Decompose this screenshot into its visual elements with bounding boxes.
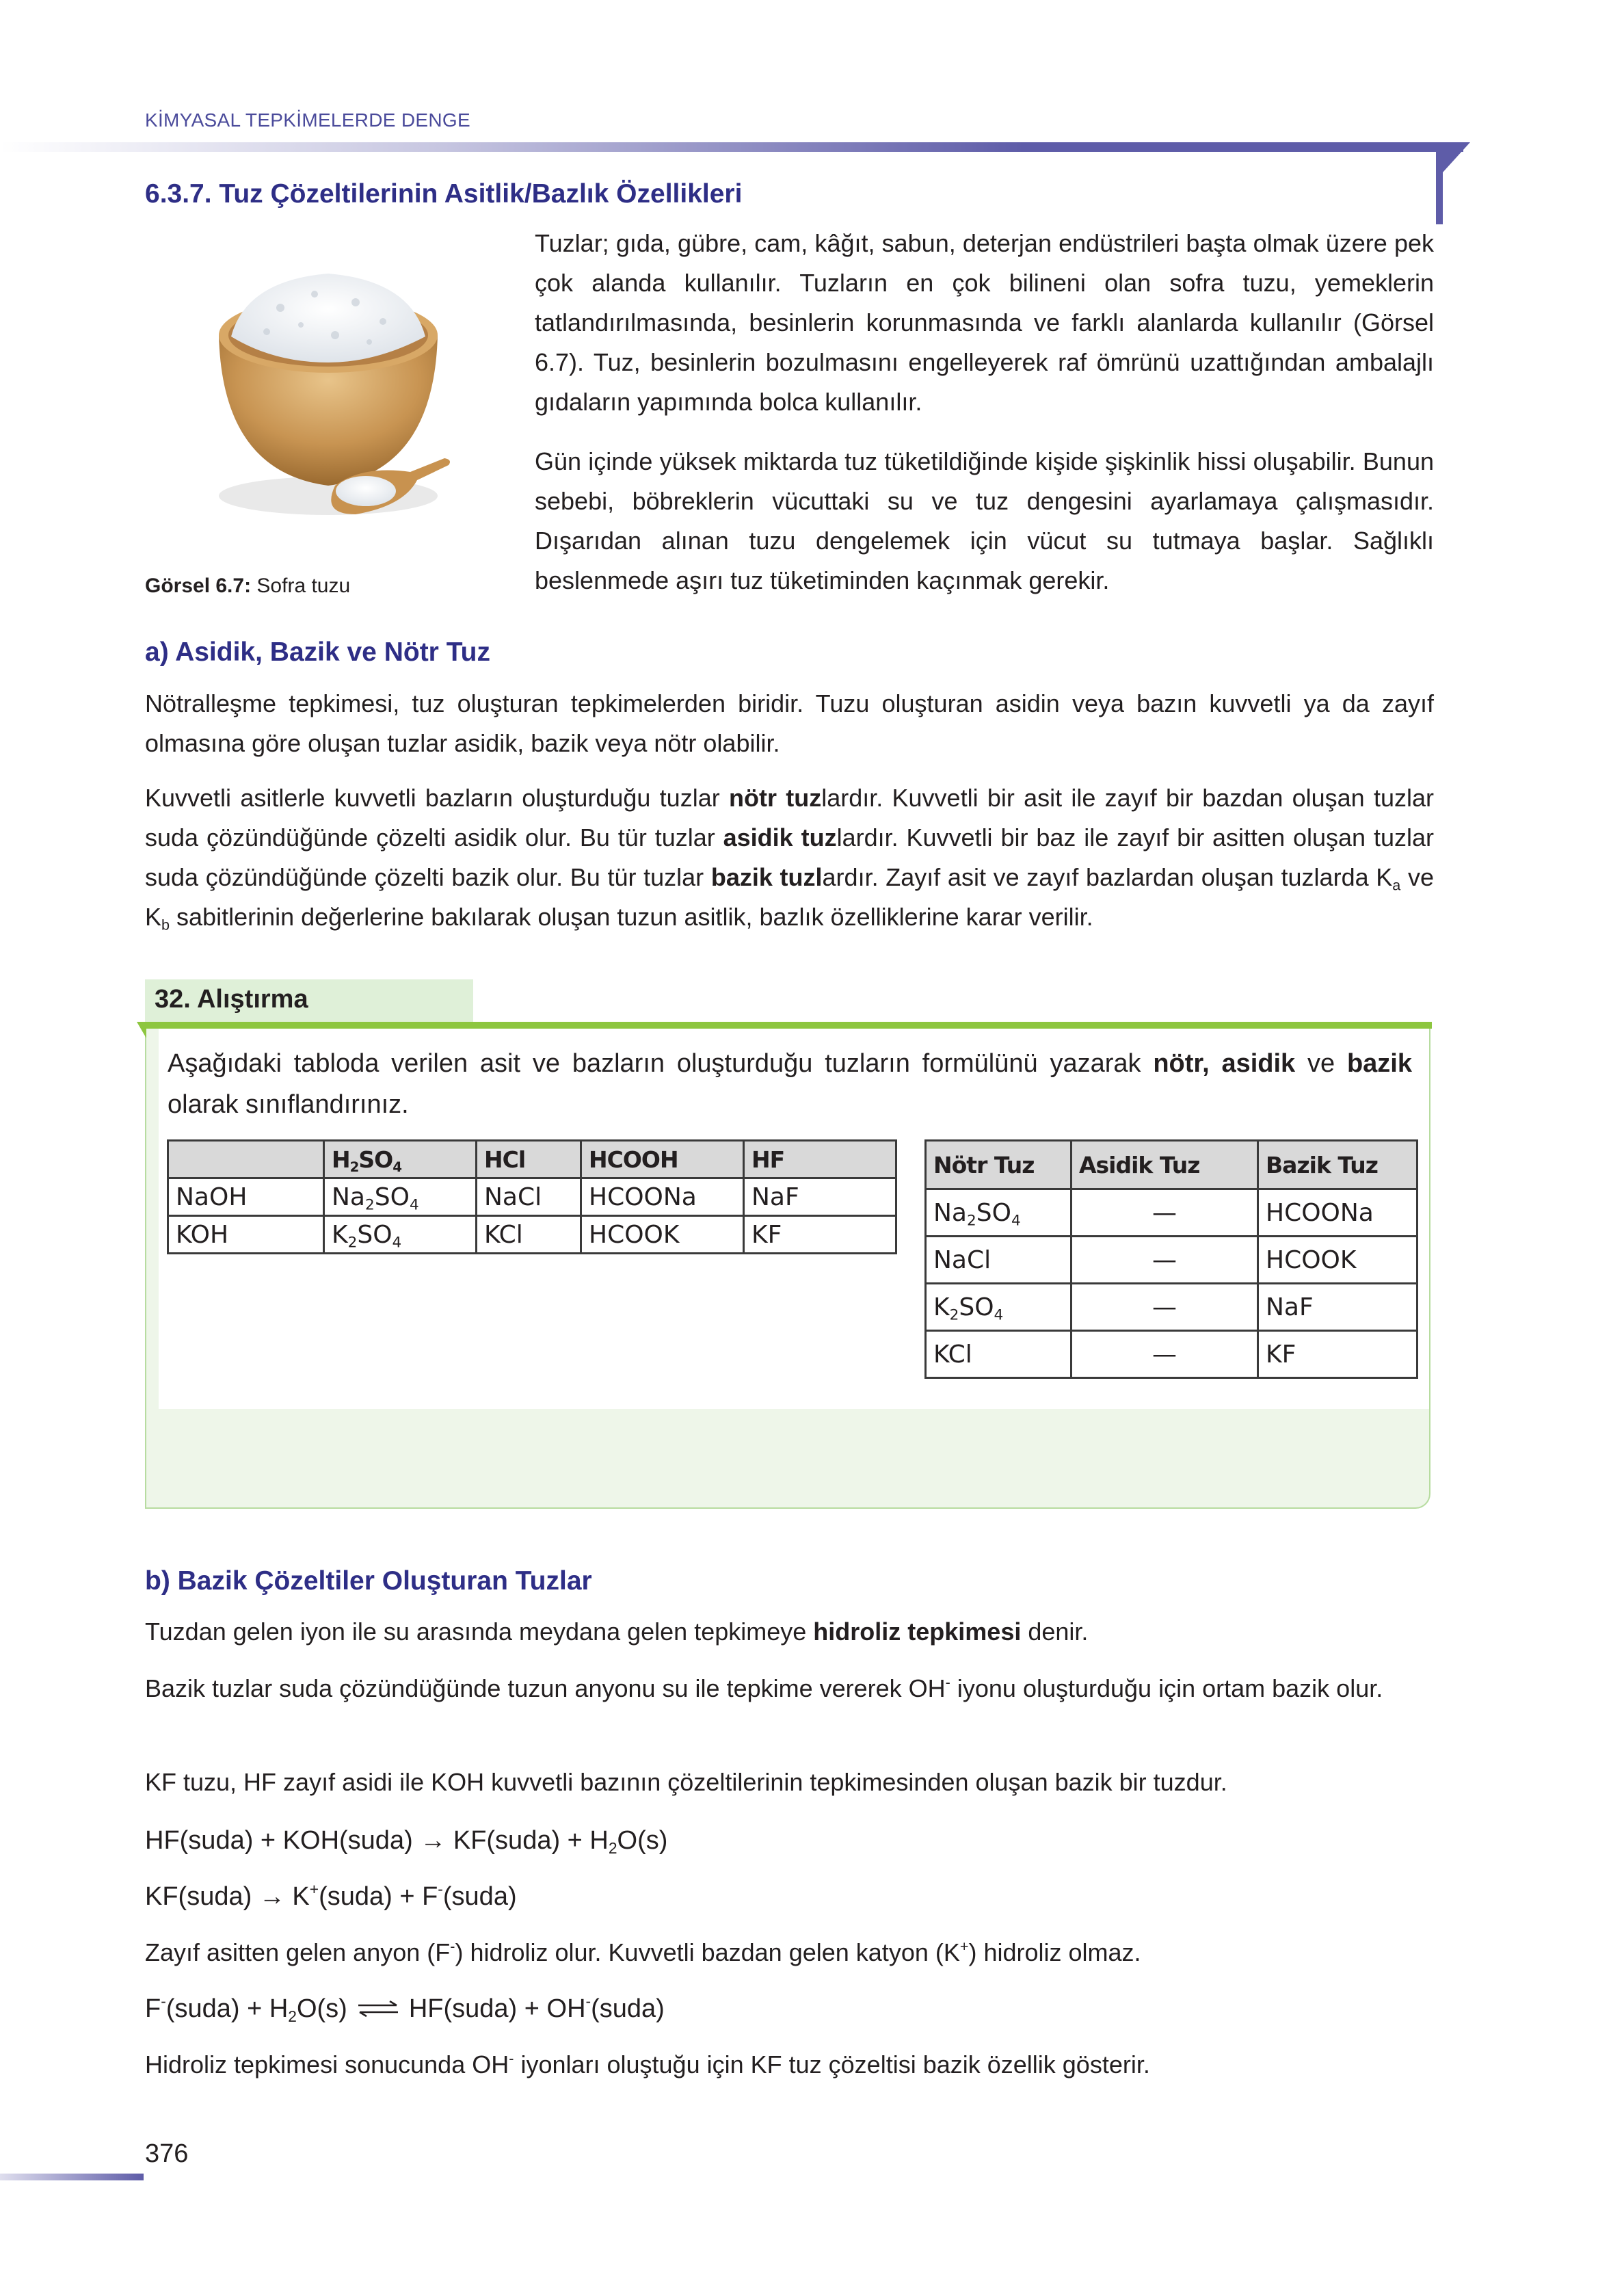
table-cell: HCOOK [1258, 1237, 1417, 1284]
section-b-paragraph-1 [145, 1612, 1434, 1652]
exercise-question [168, 1043, 1412, 1125]
text: iyonları oluştuğu için KF tuz çözeltisi bazik özellik gösterir. [514, 2050, 1150, 2078]
superscript-minus: - [509, 2049, 514, 2067]
section-b-paragraph-3: KF tuzu, HF zayıf asidi ile KOH kuvvetli bazının çözeltilerinin tepkimesinden oluşan bazik bir tuzdur. [145, 1768, 1227, 1796]
table-row [926, 1284, 1417, 1331]
subscript: 2 [608, 1838, 617, 1857]
table-cell: KF [744, 1216, 896, 1254]
bold-term: hidroliz tepkimesi [813, 1618, 1022, 1646]
table-row [926, 1189, 1417, 1237]
equation-3 [145, 1994, 665, 2024]
table-cell: NaCl [926, 1237, 1071, 1284]
table-header: HCOOH [581, 1141, 744, 1178]
equilibrium-arrow-icon [357, 1995, 399, 2024]
superscript-minus: - [438, 1880, 443, 1899]
table-cell: KCl [477, 1216, 581, 1254]
superscript-plus: + [309, 1880, 319, 1899]
table-cell: NaF [1258, 1284, 1417, 1331]
section-b-paragraph-5 [145, 2045, 1434, 2085]
table-cell: — [1071, 1284, 1258, 1331]
table-cell: HCOONa [581, 1178, 744, 1216]
text: lardır. Kuvvetli bir asit ile zayıf bir bazdan oluşan tuzlar suda çözündüğünde çözelti asidik olur. Bu tür tuzlar [145, 784, 1434, 852]
table-cell: HCOONa [1258, 1189, 1417, 1237]
text: KF(suda) → K [145, 1882, 310, 1911]
bold-term: bazik [1346, 1049, 1412, 1078]
text: ) hidroliz olmaz. [968, 1938, 1141, 1966]
superscript-minus: - [585, 1992, 591, 2011]
exercise-notch [137, 1022, 146, 1038]
text: (suda) + H [165, 1994, 289, 2023]
superscript-plus: + [959, 1937, 969, 1955]
table-cell: NaF [744, 1178, 896, 1216]
table-cell: — [1071, 1189, 1258, 1237]
text: O(s) [296, 1994, 347, 2023]
text: Zayıf asitten gelen anyon (F [145, 1938, 451, 1966]
table-cell: — [1071, 1331, 1258, 1378]
figure-label: Görsel 6.7: [145, 575, 252, 597]
text: (suda) + F [319, 1882, 438, 1911]
table-row [926, 1331, 1417, 1378]
superscript-minus: - [450, 1937, 455, 1955]
table-cell: $Na_2SO_4$ [926, 1189, 1071, 1237]
superscript-minus: - [945, 1673, 950, 1691]
text: ardır. Zayıf asit ve zayıf bazlardan oluşan tuzlarda K [822, 863, 1393, 891]
header-bar [0, 142, 1463, 152]
page-number: 376 [145, 2139, 189, 2168]
figure-caption-text: Sofra tuzu [256, 575, 351, 597]
section-title: 6.3.7. Tuz Çözeltilerinin Asitlik/Bazlık Özellikleri [145, 179, 743, 209]
equation-2 [145, 1882, 517, 1912]
running-head: KİMYASAL TEPKİMELERDE DENGE [145, 109, 470, 131]
table-cell: NaOH [168, 1178, 324, 1216]
section-a-title: a) Asidik, Bazik ve Nötr Tuz [145, 637, 490, 667]
text: Bazik tuzlar suda çözündüğünde tuzun anyonu su ile tepkime vererek OH [145, 1674, 946, 1702]
text: ve [1295, 1049, 1347, 1078]
section-b-paragraph-4 [145, 1933, 1434, 1972]
intro-paragraph-2: Gün içinde yüksek miktarda tuz tüketildiğinde kişide şişkinlik hissi oluşabilir. Bunun sebebi, böbreklerin vücuttaki su ve tuz dengesini ayarlamaya çalışmasıdır. Dışarıdan alınan tuzu dengelemek için vücut su tutmaya başlar. Sağlıklı beslenmede aşırı tuz tüketiminden kaçınmak gerekir. [535, 447, 1434, 594]
table-header: HCl [477, 1141, 581, 1178]
table-header: Asidik Tuz [1071, 1141, 1258, 1189]
table-cell: $K_2SO_4$ [324, 1216, 477, 1254]
text: Hidroliz tepkimesi sonucunda OH [145, 2050, 509, 2078]
table-header: Nötr Tuz [926, 1141, 1071, 1189]
text: O(s) [617, 1826, 668, 1855]
salt-bowl-image [198, 260, 458, 547]
text: (suda) [591, 1994, 665, 2023]
text: (suda) [442, 1882, 517, 1911]
bold-term: nötr, asidik [1153, 1049, 1296, 1078]
table-cell: $Na_2SO_4$ [324, 1178, 477, 1216]
text: iyonu oluşturduğu için ortam bazik olur. [950, 1674, 1383, 1702]
section-a-paragraph-1: Nötralleşme tepkimesi, tuz oluşturan tepkimelerden biridir. Tuzu oluşturan asidin veya bazın kuvvetli ya da zayıf olmasına göre oluşan tuzlar asidik, bazik veya nötr olabilir. [145, 689, 1434, 757]
acid-base-table [167, 1139, 897, 1254]
exercise-title: 32. Alıştırma [155, 985, 308, 1014]
bold-term: asidik tuz [723, 823, 837, 852]
table-cell: $K_2SO_4$ [926, 1284, 1071, 1331]
intro-paragraph-1: Tuzlar; gıda, gübre, cam, kâğıt, sabun, deterjan endüstrileri başta olmak üzere pek çok alanda kullanılır. Tuzların en çok bilineni olan sofra tuzu, yemeklerin tatlandırılmasında, besinlerin korunmasında ve farklı alanlarda kullanılır (Görsel 6.7). Tuz, besinlerin bozulmasını engelleyerek raf ömrünü uzattığından ambalajlı gıdaların yapımında bolca kullanılır. [535, 229, 1434, 416]
table-header: HF [744, 1141, 896, 1178]
section-b-paragraph-2 [145, 1669, 1434, 1708]
header-corner [1436, 142, 1443, 224]
section-b-title: b) Bazik Çözeltiler Oluşturan Tuzlar [145, 1566, 592, 1596]
text: Aşağıdaki tabloda verilen asit ve bazların oluşturduğu tuzların formülünü yazarak [168, 1049, 1154, 1078]
subscript: b [161, 916, 170, 934]
bold-term: nötr tuz [728, 784, 822, 812]
text: Kuvvetli asitlerle kuvvetli bazların oluşturduğu tuzlar [145, 784, 729, 812]
text: sabitlerinin değerlerine bakılarak oluşan tuzun asitlik, bazlık özelliklerine karar verilir. [170, 903, 1093, 931]
table-header-empty [168, 1141, 324, 1178]
text: ) hidroliz olur. Kuvvetli bazdan gelen katyon (K [455, 1938, 960, 1966]
subscript: 2 [288, 2007, 297, 2025]
table-cell: KF [1258, 1331, 1417, 1378]
exercise-rule [145, 1022, 1432, 1029]
equation-1 [145, 1826, 667, 1856]
table-row [168, 1178, 896, 1216]
bold-term: bazik tuzl [710, 863, 823, 891]
text: lardır. Kuvvetli bir baz ile zayıf bir asitten oluşan tuzlar suda çözündüğünde çözelti bazik olur. Bu tür tuzlar [145, 823, 1434, 891]
text: ve K [145, 863, 1435, 931]
table-cell: KOH [168, 1216, 324, 1254]
superscript-minus: - [161, 1992, 166, 2011]
table-row [926, 1237, 1417, 1284]
text: HF(suda) + KOH(suda) → KF(suda) + H [145, 1826, 609, 1855]
table-header: $H_2SO_4$ [324, 1141, 477, 1178]
table-cell: NaCl [477, 1178, 581, 1216]
text: Tuzdan gelen iyon ile su arasında meydana gelen tepkimeye [145, 1618, 814, 1646]
footer-bar [0, 2174, 144, 2180]
section-a-paragraph-2 [145, 778, 1434, 937]
figure-caption [145, 575, 350, 598]
text: denir. [1021, 1618, 1089, 1646]
table-cell: KCl [926, 1331, 1071, 1378]
salt-classification-table [924, 1139, 1418, 1379]
table-cell: — [1071, 1237, 1258, 1284]
text: olarak sınıflandırınız. [168, 1090, 409, 1119]
subscript: a [1392, 876, 1401, 894]
text: HF(suda) + OH [408, 1994, 586, 2023]
text: F [145, 1994, 161, 2023]
header-corner-triangle [1443, 142, 1470, 172]
table-cell: HCOOK [581, 1216, 744, 1254]
table-row [168, 1216, 896, 1254]
table-header: Bazik Tuz [1258, 1141, 1417, 1189]
